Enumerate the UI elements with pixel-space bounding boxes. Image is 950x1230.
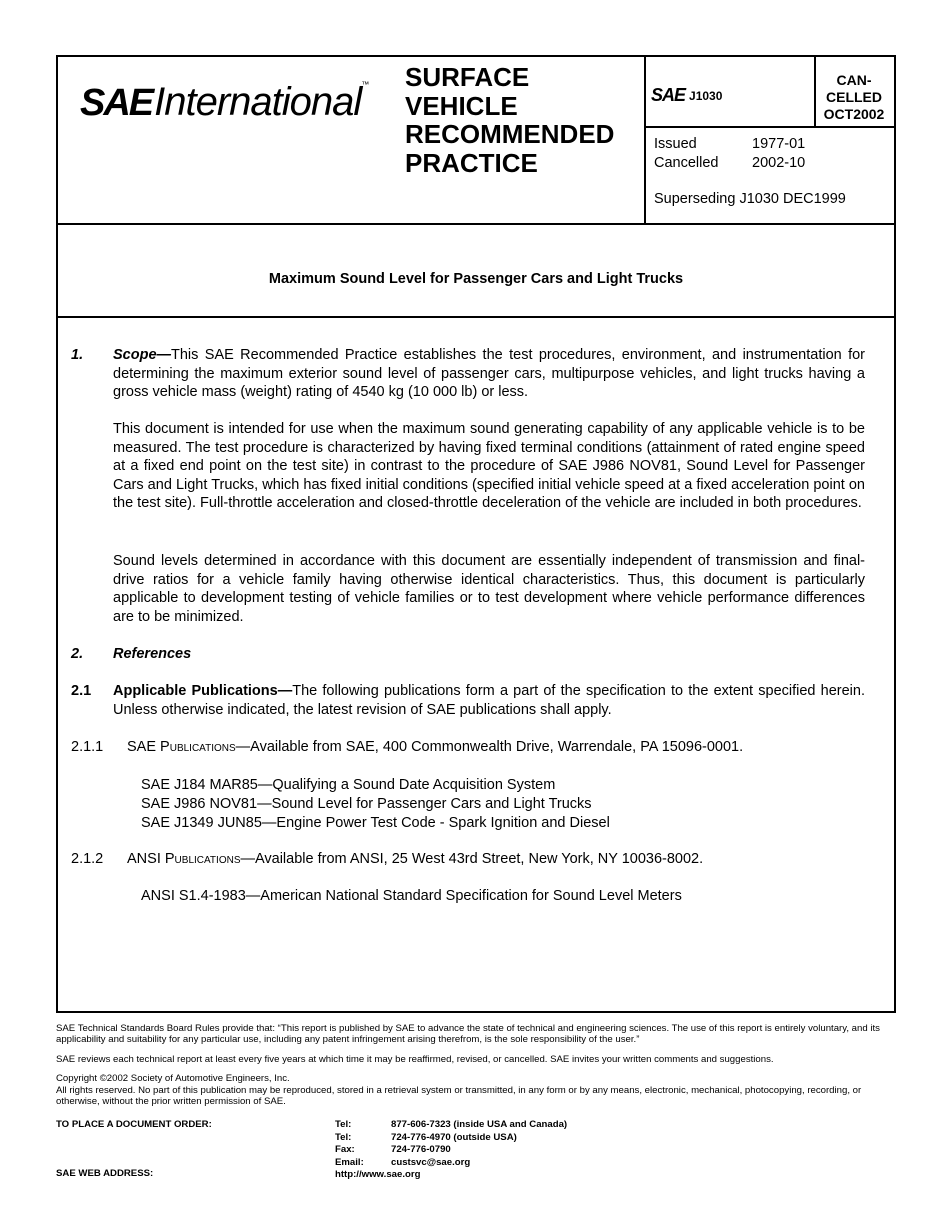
footer-copyright: Copyright ©2002 Society of Automotive Engineers, Inc. — [56, 1073, 290, 1084]
doc-type-line: RECOMMENDED — [405, 119, 615, 149]
small-sae-logo: SAE — [651, 85, 686, 105]
cancelled-line: CAN- — [836, 72, 872, 88]
contact-value: 877-606-7323 (inside USA and Canada) — [391, 1119, 568, 1130]
applicable-publications-text: The following publications form a part of the specification to the extent specified herein. Unless otherwise indicated, the latest revision of SAE publications shall apply. — [113, 683, 865, 718]
header-divider — [58, 223, 894, 225]
sae-publications-smallcaps: ublications — [169, 739, 236, 755]
cancelled-line: CELLED — [826, 89, 882, 105]
logo-international-text: International — [154, 80, 362, 124]
section-2-1-1-number: 2.1.1 — [71, 739, 104, 755]
ansi-publications-line — [127, 850, 703, 869]
issued-value: 1977-01 — [752, 136, 806, 152]
sae-reference-item: SAE J986 NOV81—Sound Level for Passenger Cars and Light Trucks — [141, 796, 592, 812]
ansi-publications-prefix: ANSI P — [127, 851, 175, 867]
doc-type-line: VEHICLE — [405, 90, 518, 121]
document-type — [405, 63, 614, 177]
issue-dates — [654, 135, 805, 173]
footer-review: SAE reviews each technical report at least every five years at which time it may be reaffirmed, revised, or cancelled. SAE invites your written comments and suggestions. — [56, 1054, 774, 1065]
scope-heading: Scope— — [113, 347, 172, 363]
doc-type-line: PRACTICE — [405, 147, 538, 178]
section-2-1-2-number: 2.1.2 — [71, 851, 104, 867]
footer-rules: SAE Technical Standards Board Rules provide that: “This report is published by SAE to advance the state of technical and engineering sciences. The use of this report is entirely voluntary, and its applicability and suitability for any particular use, including any patent infringement arising therefrom, is the sole responsibility of the user.” — [56, 1023, 880, 1045]
order-label: TO PLACE A DOCUMENT ORDER: — [56, 1119, 212, 1130]
scope-paragraph-3: Sound levels determined in accordance with this document are essentially independent of transmission and final-drive ratios for a vehicle family having otherwise identical characteristics. Thus, this document is particularly applicable to development testing of vehicle families or to test development where vehicle performance differences are to be minimized. — [113, 553, 865, 625]
section-2-number: 2. — [71, 646, 84, 662]
applicable-publications-paragraph — [113, 682, 865, 719]
sae-reference-item: SAE J184 MAR85—Qualifying a Sound Date Acquisition System — [141, 777, 556, 793]
scope-paragraph-1 — [113, 346, 865, 402]
sae-publications-prefix: SAE P — [127, 739, 170, 755]
contact-value: 724-776-0790 — [391, 1144, 451, 1155]
doc-number-block — [651, 85, 722, 106]
contact-label: Email: — [335, 1156, 364, 1168]
section-1-number: 1. — [71, 347, 84, 363]
contact-value: 724-776-4970 (outside USA) — [391, 1131, 517, 1143]
ansi-publications-text: —Available from ANSI, 25 West 43rd Street, New York, NY 10036-8002. — [240, 851, 704, 867]
logo-sae-mark: SAE — [80, 82, 153, 124]
scope-text: This SAE Recommended Practice establishes the test procedures, environment, and instrumentation for determining the maximum exterior sound level of passenger cars, multipurpose vehicles, and light trucks having a gross vehicle mass (weight) rating of 4540 kg (10 000 lb) or less. — [113, 347, 865, 400]
sae-international-logo — [80, 78, 369, 122]
section-2-1-number: 2.1 — [71, 683, 92, 699]
logo-trademark: ™ — [361, 80, 370, 89]
sae-reference-item: SAE J1349 JUN85—Engine Power Test Code - Spark Ignition and Diesel — [141, 815, 610, 831]
contact-label: Tel: — [335, 1131, 352, 1143]
contact-label: Fax: — [335, 1144, 355, 1155]
cancelled-label: Cancelled — [654, 155, 719, 171]
doc-type-line: SURFACE — [405, 62, 530, 92]
applicable-publications-heading: Applicable Publications— — [113, 683, 293, 699]
document-title: Maximum Sound Level for Passenger Cars and Light Trucks — [268, 271, 684, 287]
issued-label: Issued — [654, 136, 697, 152]
ansi-publications-smallcaps: ublications — [174, 851, 241, 867]
doc-number: J1030 — [689, 88, 723, 103]
title-divider — [58, 316, 894, 318]
web-address-label: SAE WEB ADDRESS: — [56, 1168, 154, 1179]
contact-values — [391, 1119, 567, 1169]
scope-paragraph-2: This document is intended for use when the maximum sound generating capability of any applicable vehicle is to be measured. The test procedure is characterized by having fixed terminal conditions (attainment of rated engine speed at a fixed end point on the test site) in contrast to the procedure of SAE J986 NOV81, Sound Level for Passenger Cars and Light Trucks, which has fixed initial conditions (specified initial vehicle speed at a fixed acceleration point on the test site). Full-throttle acceleration and closed-throttle deceleration of the vehicle are included in both procedures. — [113, 421, 865, 511]
docnum-divider-horizontal — [644, 126, 894, 128]
web-address-link[interactable]: http://www.sae.org — [335, 1169, 421, 1180]
contact-label: Tel: — [335, 1119, 352, 1130]
references-heading: References — [113, 646, 192, 662]
header-divider-vertical — [644, 57, 646, 223]
cancelled-line: OCT2002 — [823, 106, 885, 122]
email-link[interactable]: custsvc@sae.org — [391, 1156, 471, 1168]
superseding-note: Superseding J1030 DEC1999 — [654, 191, 846, 207]
ansi-reference-item: ANSI S1.4-1983—American National Standard Specification for Sound Level Meters — [141, 888, 682, 904]
cancelled-stamp — [815, 72, 893, 123]
sae-publications-text: —Available from SAE, 400 Commonwealth Drive, Warrendale, PA 15096-0001. — [235, 739, 744, 755]
cancelled-value: 2002-10 — [752, 155, 806, 171]
sae-publications-line — [127, 738, 743, 757]
footer-rights: All rights reserved. No part of this publication may be reproduced, stored in a retrieval system or transmitted, in any form or by any means, electronic, mechanical, photocopying, recording, or otherwise, without the prior written permission of SAE. — [56, 1085, 862, 1107]
